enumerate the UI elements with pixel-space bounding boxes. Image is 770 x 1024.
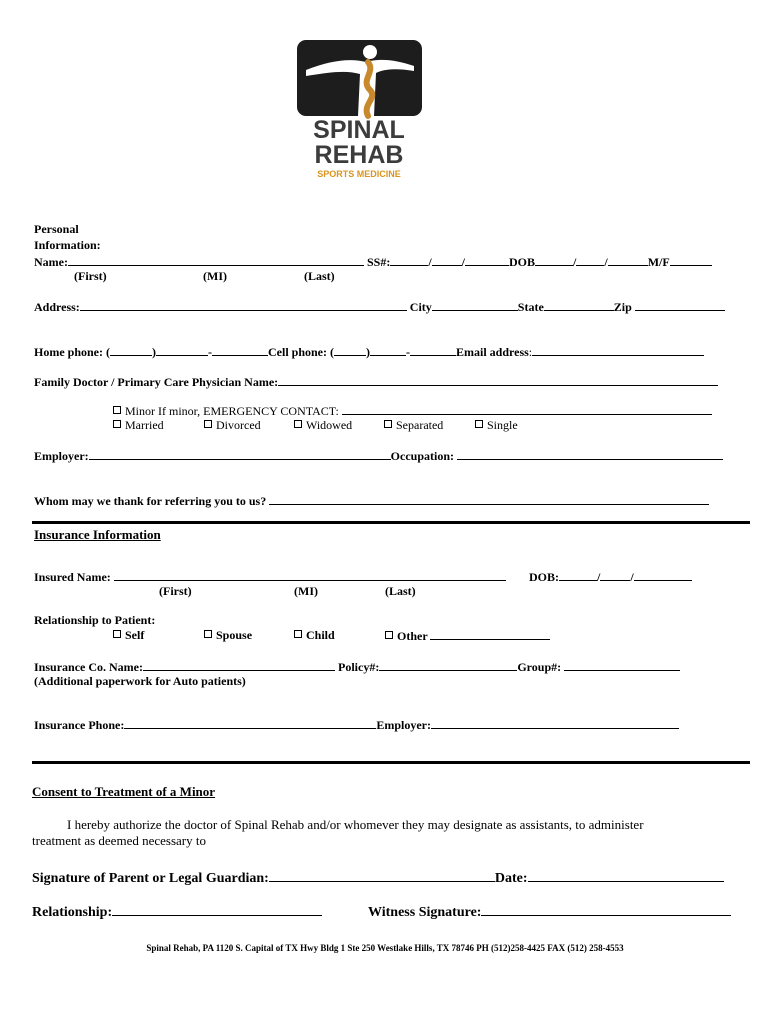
insured-name-label: Insured Name: [34, 570, 111, 584]
dob-year-field[interactable] [608, 254, 648, 266]
insured-mi-caption: (MI) [294, 584, 318, 598]
mf-label: M/F [647, 255, 670, 269]
minor-option-label: Minor If minor, EMERGENCY CONTACT: [125, 404, 339, 418]
footer-address: Spinal Rehab, PA 1120 S. Capital of TX Hwy Bldg 1 Ste 250 Westlake Hills, TX 78746 PH (512)258-4425 FAX (512) 258-4553 [146, 943, 624, 953]
insured-dob-year[interactable] [634, 569, 692, 581]
relationship-option-other[interactable] [385, 628, 550, 644]
separated-checkbox[interactable] [384, 420, 392, 428]
state-label: State [517, 300, 544, 314]
date-field[interactable] [528, 868, 724, 882]
date-label: Date: [494, 871, 528, 886]
logo-tagline: SPORTS MEDICINE [317, 169, 401, 179]
zip-field[interactable] [635, 299, 725, 311]
relationship-option-child[interactable] [294, 628, 335, 643]
insurance-heading: Insurance Information [34, 527, 161, 542]
self-label: Self [125, 628, 145, 642]
occupation-field[interactable] [457, 448, 723, 460]
insurance-phone-field[interactable] [124, 717, 376, 729]
insured-last-caption: (Last) [385, 584, 416, 598]
marital-option-single[interactable] [475, 418, 518, 433]
insured-dob-month[interactable] [559, 569, 597, 581]
ss-field-1[interactable] [390, 254, 428, 266]
consent-heading: Consent to Treatment of a Minor [32, 784, 216, 799]
employer-label: Employer: [34, 449, 89, 463]
married-label: Married [125, 418, 164, 432]
zip-label: Zip [613, 300, 632, 314]
witness-signature-field[interactable] [481, 902, 731, 916]
other-checkbox[interactable] [385, 631, 393, 639]
dob-month-field[interactable] [535, 254, 573, 266]
group-field[interactable] [564, 659, 680, 671]
consent-relationship-field[interactable] [112, 902, 322, 916]
employer-field[interactable] [89, 448, 391, 460]
personal-heading-line2: Information: [34, 238, 101, 252]
policy-field[interactable] [379, 659, 517, 671]
referral-field[interactable] [269, 493, 709, 505]
ss-field-2[interactable] [432, 254, 462, 266]
referral-row [34, 493, 709, 509]
insured-dob-row: DOB: / / [529, 569, 692, 585]
home-area-field[interactable] [110, 344, 152, 356]
insurance-company-field[interactable] [143, 659, 335, 671]
name-last-caption: (Last) [304, 269, 335, 283]
witness-row [368, 902, 731, 921]
insured-name-field[interactable] [114, 569, 506, 581]
child-label: Child [306, 628, 335, 642]
family-doctor-row [34, 374, 718, 390]
insurance-phone-label: Insurance Phone: [34, 718, 125, 732]
family-doctor-label: Family Doctor / Primary Care Physician Name: [34, 375, 279, 389]
other-field[interactable] [430, 628, 550, 640]
consent-text-line2: treatment as deemed necessary to [32, 833, 206, 848]
insured-name-row [34, 569, 506, 585]
cell-phone-label: Cell phone: ( [268, 345, 334, 359]
insurance-employer-field[interactable] [431, 717, 679, 729]
personal-heading-line1: Personal [34, 222, 79, 236]
insured-dob-day[interactable] [600, 569, 630, 581]
divorced-checkbox[interactable] [204, 420, 212, 428]
occupation-label: Occupation: [390, 449, 454, 463]
name-first-caption: (First) [74, 269, 107, 283]
name-label: Name: [34, 255, 68, 269]
marital-option-separated[interactable] [384, 418, 443, 433]
section-divider-1 [32, 521, 750, 524]
witness-signature-label: Witness Signature: [368, 905, 482, 920]
address-label: Address: [34, 300, 80, 314]
policy-label: Policy#: [338, 660, 380, 674]
minor-checkbox[interactable] [113, 406, 121, 414]
spouse-checkbox[interactable] [204, 630, 212, 638]
self-checkbox[interactable] [113, 630, 121, 638]
home-phone-field-1[interactable] [156, 344, 208, 356]
relationship-label: Relationship to Patient: [34, 613, 156, 627]
other-label: Other [397, 629, 428, 643]
city-label: City [409, 300, 432, 314]
city-field[interactable] [432, 299, 518, 311]
address-field[interactable] [80, 299, 407, 311]
auto-note: (Additional paperwork for Auto patients) [34, 674, 246, 688]
consent-text-line1: I hereby authorize the doctor of Spinal Rehab and/or whomever they may designate as assistants, to administer [67, 817, 644, 832]
insurance-company-label: Insurance Co. Name: [34, 660, 143, 674]
insured-first-caption: (First) [159, 584, 192, 598]
state-field[interactable] [544, 299, 614, 311]
signature-row [32, 868, 724, 887]
mf-field[interactable] [670, 254, 712, 266]
widowed-checkbox[interactable] [294, 420, 302, 428]
home-phone-label: Home phone: ( [34, 345, 110, 359]
marital-option-divorced[interactable] [204, 418, 261, 433]
guardian-signature-label: Signature of Parent or Legal Guardian: [32, 871, 269, 886]
cell-phone-field-1[interactable] [370, 344, 406, 356]
email-label: Email address [456, 345, 529, 359]
single-label: Single [487, 418, 518, 432]
group-label: Group#: [517, 660, 562, 674]
insurance-phone-row [34, 717, 679, 733]
name-field[interactable] [68, 254, 364, 266]
single-checkbox[interactable] [475, 420, 483, 428]
name-mi-caption: (MI) [203, 269, 227, 283]
dob-day-field[interactable] [576, 254, 604, 266]
name-row: Name: SS#: / / DOB / / M/F [34, 254, 712, 270]
separated-label: Separated [396, 418, 444, 432]
referral-label: Whom may we thank for referring you to us? [34, 494, 267, 508]
ss-label: SS#: [366, 255, 391, 269]
employer-row [34, 448, 723, 464]
logo-line2: REHAB [314, 141, 404, 169]
home-phone-field-2[interactable] [212, 344, 268, 356]
married-checkbox[interactable] [113, 420, 121, 428]
insurance-company-row [34, 659, 680, 675]
relationship-signature-row [32, 902, 322, 921]
logo-mark [296, 40, 423, 180]
child-checkbox[interactable] [294, 630, 302, 638]
spouse-label: Spouse [216, 628, 253, 642]
consent-relationship-label: Relationship: [32, 905, 113, 920]
phone-row: Home phone: ( ) - Cell phone: ( ) - Email address: [34, 344, 704, 360]
email-field[interactable] [532, 344, 704, 356]
marital-option-married[interactable] [113, 418, 164, 433]
guardian-signature-field[interactable] [269, 868, 495, 882]
relationship-option-spouse[interactable] [204, 628, 252, 643]
divorced-label: Divorced [216, 418, 261, 432]
marital-option-widowed[interactable] [294, 418, 352, 433]
minor-row [113, 403, 712, 419]
dob-label: DOB [509, 255, 536, 269]
relationship-option-self[interactable] [113, 628, 144, 643]
logo-line1: SPINAL [313, 116, 405, 144]
address-row [34, 299, 725, 315]
section-divider-2 [32, 761, 750, 764]
cell-area-field[interactable] [334, 344, 366, 356]
insured-dob-label: DOB: [529, 570, 559, 584]
widowed-label: Widowed [306, 418, 353, 432]
cell-phone-field-2[interactable] [410, 344, 456, 356]
ss-field-3[interactable] [465, 254, 509, 266]
spinal-rehab-logo [296, 40, 423, 180]
family-doctor-field[interactable] [278, 374, 718, 386]
insurance-employer-label: Employer: [376, 718, 431, 732]
emergency-contact-field[interactable] [342, 403, 712, 415]
